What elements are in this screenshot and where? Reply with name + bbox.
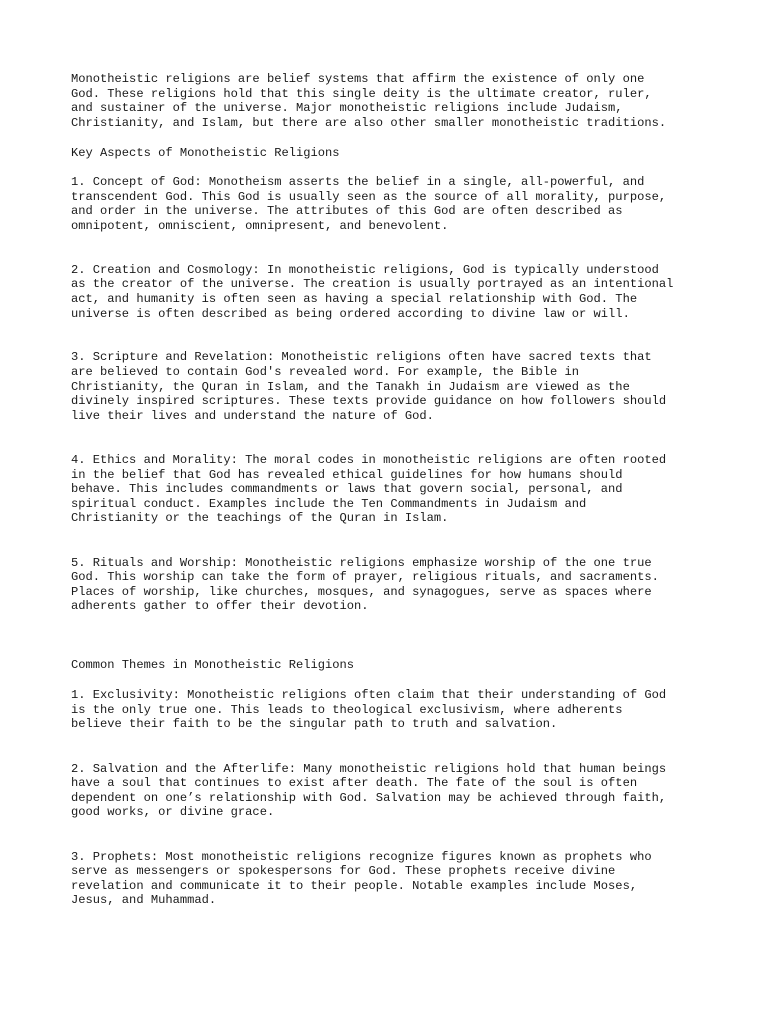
aspect-line: Christianity or the teachings of the Quran in Islam. xyxy=(71,511,449,525)
aspect-line: live their lives and understand the nature of God. xyxy=(71,409,434,423)
aspect-line: 4. Ethics and Morality: The moral codes in monotheistic religions are often rooted xyxy=(71,453,667,467)
theme-line: good works, or divine grace. xyxy=(71,805,275,819)
theme-line: is the only true one. This leads to theological exclusivism, where adherents xyxy=(71,703,623,717)
aspect-line: transcendent God. This God is usually seen as the source of all morality, purpose, xyxy=(71,190,667,204)
theme-line: 3. Prophets: Most monotheistic religions recognize figures known as prophets who xyxy=(71,850,652,864)
aspect-line: in the belief that God has revealed ethical guidelines for how humans should xyxy=(71,468,623,482)
section-heading-common-themes: Common Themes in Monotheistic Religions xyxy=(71,658,355,672)
aspect-line: adherents gather to offer their devotion. xyxy=(71,599,369,613)
intro-line: Monotheistic religions are belief systems that affirm the existence of only one xyxy=(71,72,645,86)
theme-line: have a soul that continues to exist after death. The fate of the soul is often xyxy=(71,776,638,790)
section-heading-key-aspects: Key Aspects of Monotheistic Religions xyxy=(71,146,340,160)
intro-line: and sustainer of the universe. Major monotheistic religions include Judaism, xyxy=(71,101,623,115)
aspect-line: as the creator of the universe. The creation is usually portrayed as an intentional xyxy=(71,277,674,291)
intro-line: God. These religions hold that this single deity is the ultimate creator, ruler, xyxy=(71,87,652,101)
intro-line: Christianity, and Islam, but there are also other smaller monotheistic traditions. xyxy=(71,116,667,130)
theme-line: revelation and communicate it to their people. Notable examples include Moses, xyxy=(71,879,638,893)
aspect-line: are believed to contain God's revealed word. For example, the Bible in xyxy=(71,365,580,379)
theme-line: serve as messengers or spokespersons for God. These prophets receive divine xyxy=(71,864,616,878)
aspect-line: omnipotent, omniscient, omnipresent, and benevolent. xyxy=(71,219,449,233)
aspect-line: Places of worship, like churches, mosques, and synagogues, serve as spaces where xyxy=(71,585,652,599)
aspect-line: universe is often described as being ordered according to divine law or will. xyxy=(71,307,630,321)
aspect-line: act, and humanity is often seen as having a special relationship with God. The xyxy=(71,292,638,306)
aspect-line: 1. Concept of God: Monotheism asserts the belief in a single, all-powerful, and xyxy=(71,175,645,189)
theme-line: dependent on one’s relationship with God. Salvation may be achieved through faith, xyxy=(71,791,667,805)
theme-line: Jesus, and Muhammad. xyxy=(71,893,217,907)
theme-line: 2. Salvation and the Afterlife: Many monotheistic religions hold that human beings xyxy=(71,762,667,776)
aspect-line: spiritual conduct. Examples include the Ten Commandments in Judaism and xyxy=(71,497,587,511)
aspect-line: 3. Scripture and Revelation: Monotheistic religions often have sacred texts that xyxy=(71,350,652,364)
aspect-line: Christianity, the Quran in Islam, and the Tanakh in Judaism are viewed as the xyxy=(71,380,630,394)
aspect-line: 5. Rituals and Worship: Monotheistic religions emphasize worship of the one true xyxy=(71,556,652,570)
aspect-line: God. This worship can take the form of prayer, religious rituals, and sacraments. xyxy=(71,570,659,584)
theme-line: 1. Exclusivity: Monotheistic religions often claim that their understanding of God xyxy=(71,688,667,702)
theme-line: believe their faith to be the singular path to truth and salvation. xyxy=(71,717,558,731)
aspect-line: divinely inspired scriptures. These texts provide guidance on how followers should xyxy=(71,394,667,408)
aspect-line: 2. Creation and Cosmology: In monotheistic religions, God is typically understood xyxy=(71,263,659,277)
aspect-line: behave. This includes commandments or laws that govern social, personal, and xyxy=(71,482,623,496)
aspect-line: and order in the universe. The attributes of this God are often described as xyxy=(71,204,623,218)
